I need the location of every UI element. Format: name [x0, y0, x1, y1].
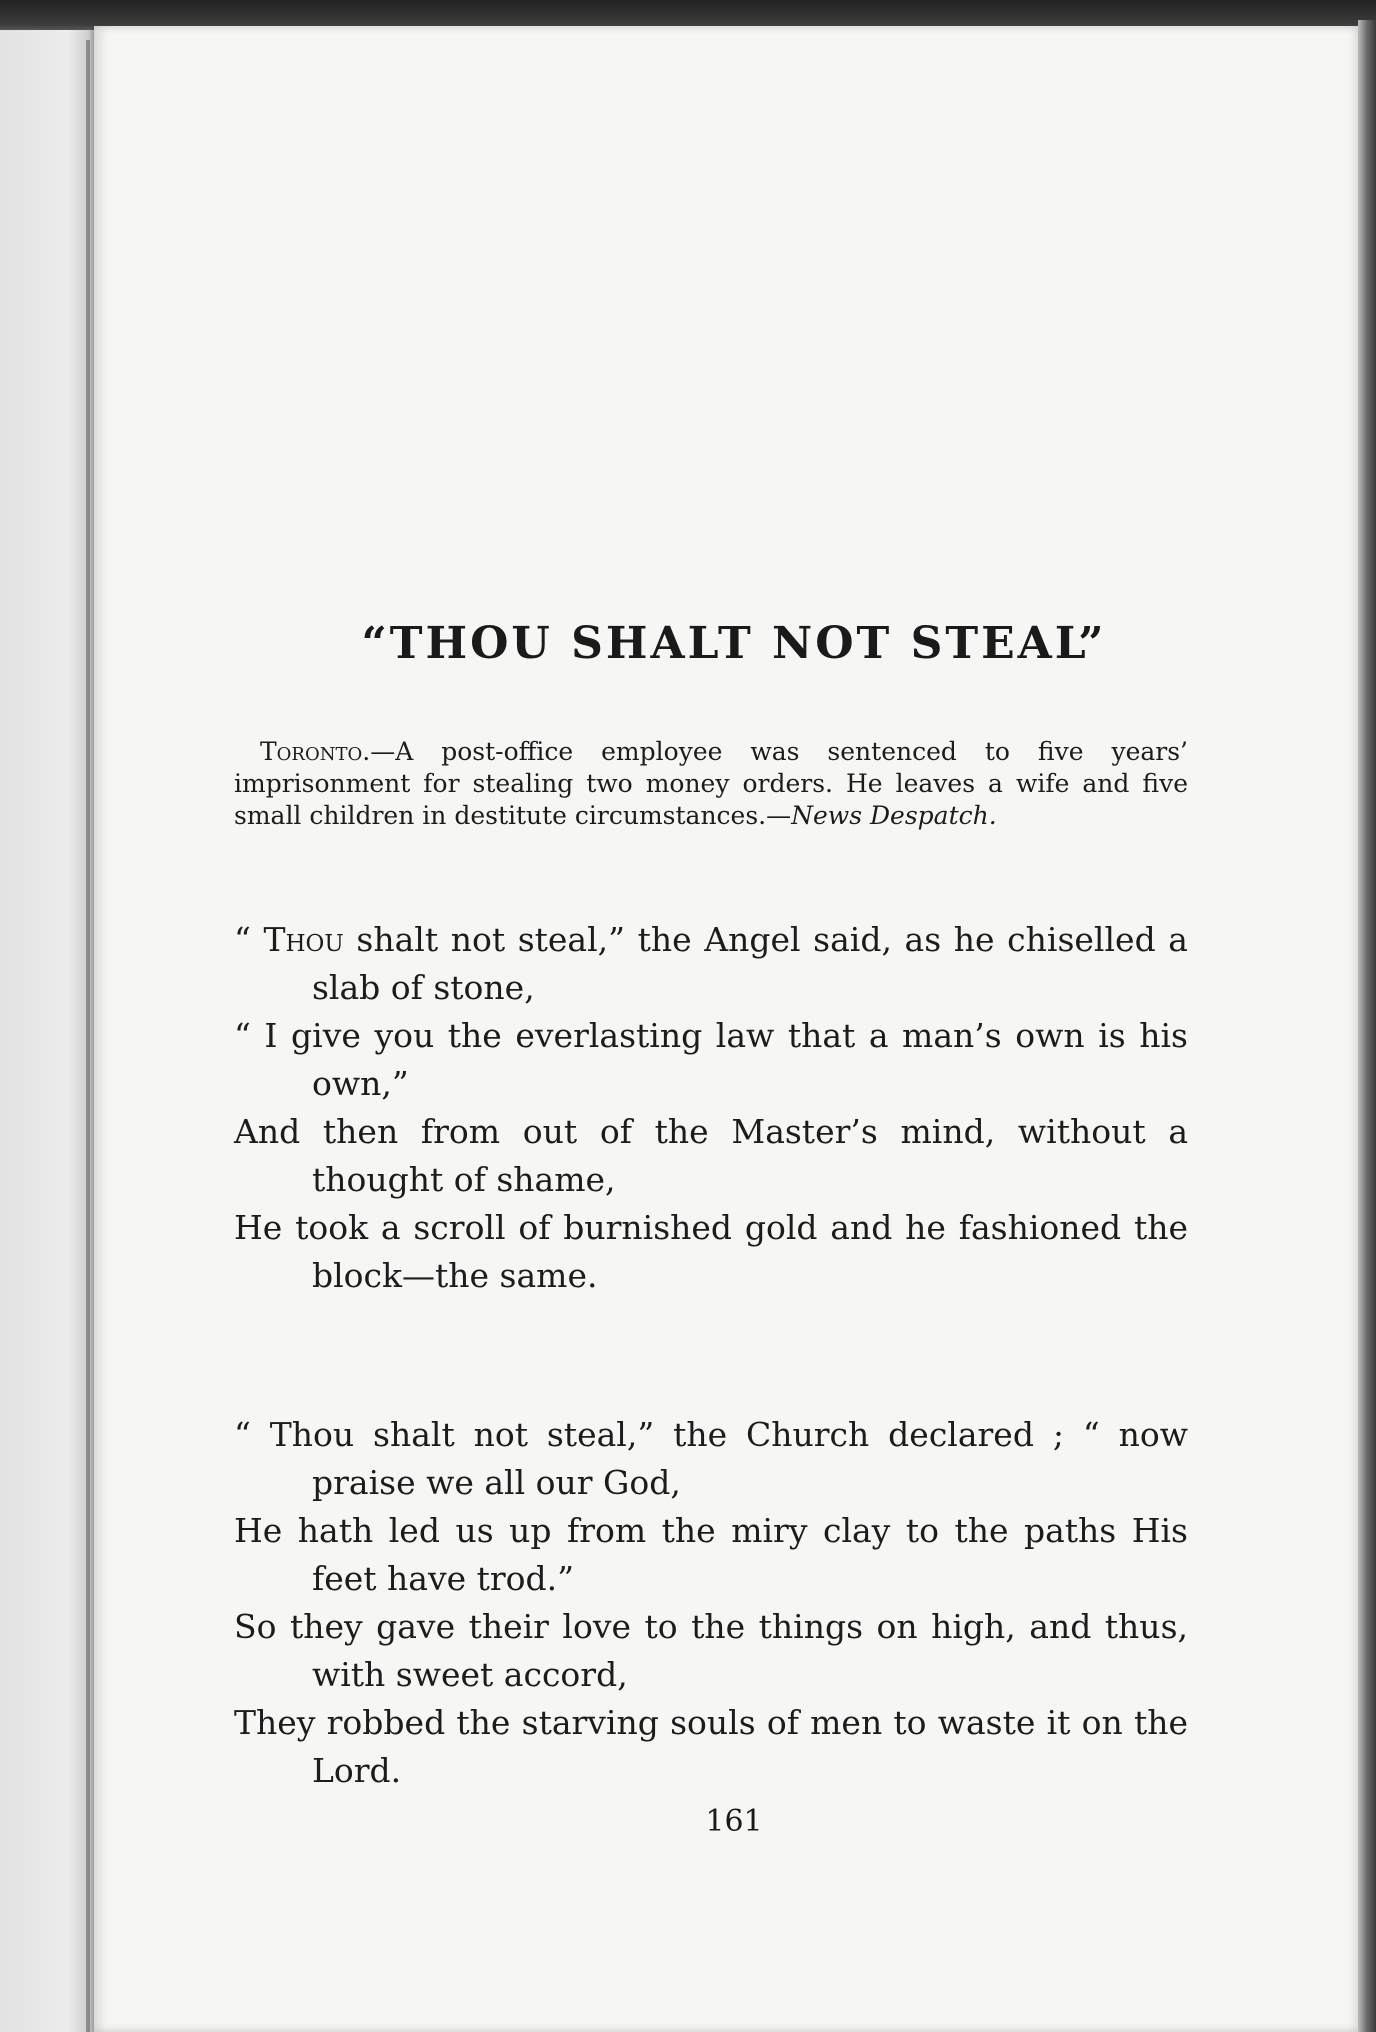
page-number: 161: [705, 1804, 763, 1839]
verse-open-quote: “: [234, 920, 264, 959]
book-gutter: [86, 40, 90, 2032]
epigraph-body: —A post-office employee was sentenced to five years’ imprisonment for stealing two money orders. He leaves a wife and five small children in destitute circumstances.—: [234, 737, 1188, 830]
epigraph: [234, 736, 1188, 832]
verse-line: So they gave their love to the things on high, and thus, with sweet accord,: [234, 1607, 1188, 1694]
stanza-1: [234, 916, 1188, 1300]
verse-line: He hath led us up from the miry clay to the paths His feet have trod.”: [234, 1511, 1188, 1598]
verse-line: And then from out of the Master’s mind, without a thought of shame,: [234, 1112, 1188, 1199]
verse-line: They robbed the starving souls of men to waste it on the Lord.: [234, 1703, 1188, 1790]
verse-lead-word: Thou: [263, 920, 344, 959]
verse-text: shalt not steal,” the Angel said, as he chiselled a slab of stone,: [312, 920, 1188, 1007]
verse-line: He took a scroll of burnished gold and he fashioned the block—the same.: [234, 1208, 1188, 1295]
epigraph-source: News Despatch.: [791, 801, 997, 830]
verse-line: “ I give you the everlasting law that a man’s own is his own,”: [234, 1016, 1188, 1103]
book-page: [94, 26, 1358, 2032]
epigraph-place: Toronto.: [260, 737, 371, 766]
right-page-edge: [1358, 20, 1376, 2032]
verse-line: [234, 916, 1188, 1012]
stanza-2: [234, 1411, 1188, 1795]
verse-line: “ Thou shalt not steal,” the Church declared ; “ now praise we all our God,: [234, 1415, 1188, 1502]
left-page-edge: [0, 30, 96, 2032]
poem-title: “THOU SHALT NOT STEAL”: [361, 618, 1107, 669]
